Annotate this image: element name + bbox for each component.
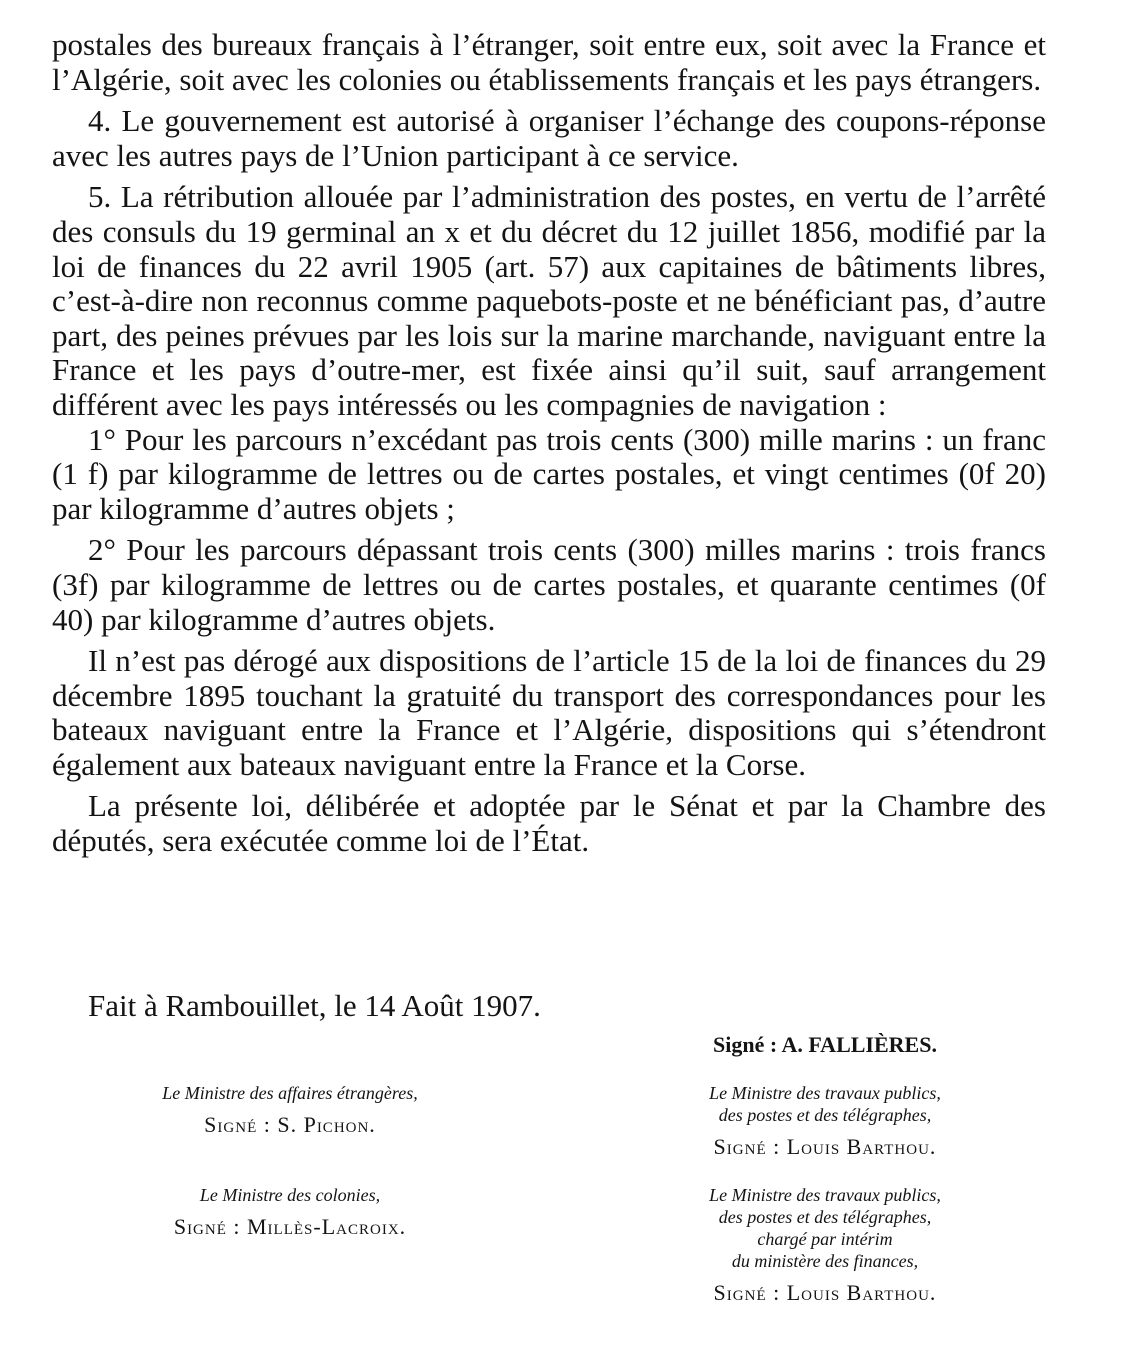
- signatory-title-line: des postes et des télégraphes,: [718, 1105, 932, 1125]
- signatory-title-line: du ministère des finances,: [731, 1251, 919, 1271]
- law-text-body: [52, 28, 1046, 859]
- signatory-foreign-affairs: [90, 1082, 490, 1140]
- signatory-title-line: Le Ministre des colonies,: [199, 1185, 381, 1205]
- signatory-title-line: Le Ministre des affaires étrangères,: [162, 1083, 418, 1103]
- paragraph-tariff-1: 1° Pour les parcours n’excédant pas trois cents (300) mille marins : un franc (1 f) par kilogramme de lettres ou de cartes postales, et vingt centimes (0f 20) par kilogramme d’autres objets ;: [52, 421, 1046, 526]
- signatory-signature: Signé : Louis Barthou.: [713, 1280, 937, 1305]
- signatory-signature: Signé : Millès-Lacroix.: [173, 1214, 407, 1239]
- signatory-colonies: [90, 1184, 490, 1242]
- signatory-title-line: Le Ministre des travaux publics,: [709, 1185, 941, 1205]
- signatory-signature: Signé : S. Pichon.: [204, 1112, 376, 1137]
- signatory-title-line: des postes et des télégraphes,: [718, 1207, 932, 1227]
- signatory-signature: Signé : Louis Barthou.: [713, 1134, 937, 1159]
- paragraph-derogation: Il n’est pas dérogé aux dispositions de l’article 15 de la loi de finances du 29 décembre 1895 touchant la gratuité du transport des correspondances pour les bateaux naviguant entre la France et l’Algérie, dispositions qui s’étendront également aux bateaux naviguant entre la France et la Corse.: [52, 643, 1046, 782]
- paragraph-article-5: 5. La rétribution allouée par l’administration des postes, en vertu de l’arrêté des consuls du 19 germinal an x et du décret du 12 juillet 1856, modifié par la loi de finances du 22 avril 1905 (art. 57) aux capitaines de bâtiments libres, c’est-à-dire non reconnus comme paquebots-poste et ne bénéficiant pas, d’autre part, des peines prévues par les lois sur la marine marchande, naviguant entre la France et les pays d’outre-mer, est fixée ainsi qu’il suit, sauf arrangement différent avec les pays intéressés ou les compagnies de navigation :: [52, 179, 1046, 422]
- paragraph-tariff-2: 2° Pour les parcours dépassant trois cents (300) milles marins : trois francs (3f) par kilogramme de lettres ou de cartes postales, et quarante centimes (0f 40) par kilogramme d’autres objets.: [52, 532, 1046, 637]
- president-signature: Signé : A. FALLIÈRES.: [713, 1032, 937, 1057]
- paragraph-article-4: 4. Le gouvernement est autorisé à organiser l’échange des coupons-réponse avec les autres pays de l’Union participant à ce service.: [52, 103, 1046, 173]
- president-signature-block: [640, 1030, 1010, 1060]
- signatory-public-works: [620, 1082, 1030, 1162]
- paragraph-promulgation: La présente loi, délibérée et adoptée par le Sénat et par la Chambre des députés, sera exécutée comme loi de l’État.: [52, 788, 1046, 859]
- date-line: Fait à Rambouillet, le 14 Août 1907.: [88, 988, 541, 1023]
- paragraph-postales: postales des bureaux français à l’étranger, soit entre eux, soit avec la France et l’Algérie, soit avec les colonies ou établissements français et les pays étrangers.: [52, 27, 1046, 97]
- signatory-title-line: chargé par intérim: [757, 1229, 893, 1249]
- signatory-title-line: Le Ministre des travaux publics,: [709, 1083, 941, 1103]
- signatory-public-works-finance: [620, 1184, 1030, 1308]
